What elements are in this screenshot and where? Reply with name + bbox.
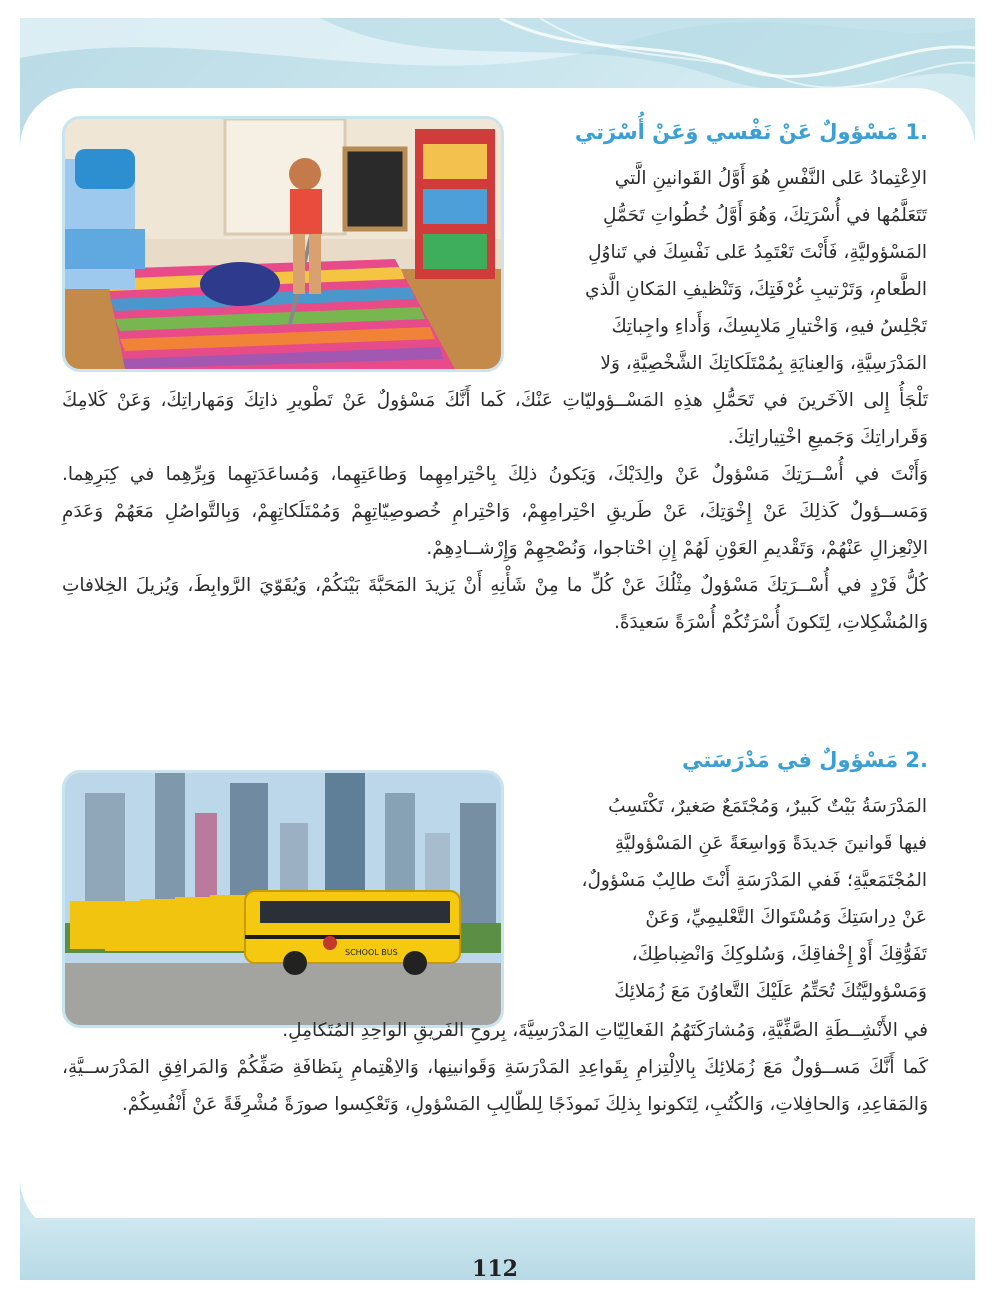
section-1-intro xyxy=(515,160,927,382)
text-line: المُجْتَمَعيَّةِ؛ فَفي المَدْرَسَةِ أَنْتَ طالِبٌ مَسْؤولٌ، xyxy=(581,870,927,891)
section-2-intro xyxy=(515,788,927,1010)
text-line: فيها قَوانينَ جَديدَةً وَواسِعَةً عَنِ المَسْؤوليَّةِ xyxy=(614,833,927,854)
section-2-number: 2. xyxy=(905,748,928,772)
section-1-body xyxy=(62,382,928,641)
page-number: 112 xyxy=(472,1256,518,1282)
bus-label: SCHOOL BUS xyxy=(345,948,398,957)
text-line: وَمَسْؤوليَّتُكَ تُحَتِّمُ عَلَيْكَ التَّعاوُنَ مَعَ زُمَلائِكَ xyxy=(614,981,927,1002)
boy-vacuuming-photo xyxy=(62,116,504,372)
paragraph: وَأَنْتَ في أُسْــرَتِكَ مَسْؤولٌ عَنْ والِدَيْكَ، وَيَكونُ ذلِكَ بِاحْتِرامِهِما وَطاعَتِهِما، وَمُساعَدَتِهِما وَبِرِّهِما في كِبَرِهِما. وَمَســؤولٌ كَذلِكَ عَنْ إِخْوَتِكَ، عَنْ طَريقِ احْتِرامِهِمْ، وَاحْتِرامِ خُصوصِيّاتِهِمْ وَمُمْتَلَكاتِهِمْ، وَبِالتَّواصُلِ مَعَهُمْ وَعَدَمِ الاِنْعِزالِ عَنْهُمْ، وَتَقْديمِ العَوْنِ لَهُمْ إِنِ احْتاجوا، وَنُصْحِهِمْ وَإِرْشــادِهِمْ. xyxy=(62,464,928,559)
paragraph: تَلْجَأُ إِلى الآخَرينَ في تَحَمُّلِ هذِهِ المَسْــؤوليّاتِ عَنْكَ، كَما أَنَّكَ مَسْؤولٌ عَنْ تَطْويرِ ذاتِكَ وَمَهاراتِكَ، وَعَنْ كَلامِكَ وَقَراراتِكَ وَجَميعِ اخْتِياراتِكَ. xyxy=(62,390,928,448)
section-2-title xyxy=(520,748,928,772)
text-line: تَفَوُّقِكَ أَوْ إِخْفاقِكَ، وَسُلوكِكَ وَانْضِباطِكَ، xyxy=(631,944,927,965)
text-line: عَنْ دِراسَتِكَ وَمُسْتَواكَ التَّعْليمِيِّ، وَعَنْ xyxy=(645,907,927,928)
text-line: المَسْؤوليَّةِ، فَأَنْتَ تَعْتَمِدُ عَلى نَفْسِكَ في تَناوُلِ xyxy=(588,242,927,263)
text-line: الاِعْتِمادُ عَلى النَّفْسِ هُوَ أَوَّلُ القَوانينِ الَّتي xyxy=(614,168,927,189)
paragraph: كَما أَنَّكَ مَســؤولٌ مَعَ زُمَلائِكَ بِالاِلْتِزامِ بِقَواعِدِ المَدْرَسَةِ وَقَوانينِها، وَالاِهْتِمامِ بِنَظافَةِ صَفِّكُمْ وَالمَرافِقِ المَدْرَســيَّةِ، وَالمَقاعِدِ، وَالحافِلاتِ، وَالكُتُبِ، لِتَكونوا بِذلِكَ نَموذَجًا لِلطّالِبِ المَسْؤولِ، وَتَعْكِسوا صورَةً مُشْرِقَةً عَنْ أَنْفُسِكُمْ. xyxy=(62,1057,928,1115)
paragraph: كُلُّ فَرْدٍ في أُسْــرَتِكَ مَسْؤولٌ مِثْلُكَ عَنْ كُلِّ ما مِنْ شَأْنِهِ أَنْ يَزيدَ المَحَبَّةَ بَيْنَكُمْ، وَيُقَوّيَ الرَّوابِطَ، وَيُزيلَ الخِلافاتِ وَالمُشْكِلاتِ، لِتَكونَ أُسْرَتُكُمْ أُسْرَةً سَعيدَةً. xyxy=(62,575,928,633)
section-2-title-text: مَسْؤولٌ في مَدْرَسَتي xyxy=(681,748,899,772)
school-buses-photo xyxy=(62,770,504,1028)
section-1-title xyxy=(520,120,928,144)
text-line: المَدْرَسِيَّةِ، وَالعِنايَةِ بِمُمْتَلَكاتِكَ الشَّخْصِيَّةِ، وَلا xyxy=(600,353,927,374)
text-line: الطَّعامِ، وَتَرْتيبِ غُرْفَتِكَ، وَتَنْظيفِ المَكانِ الَّذي xyxy=(585,279,927,300)
paragraph: في الأَنْشِــطَةِ الصَّفِّيَّةِ، وَمُشارَكَتَهُمُ الفَعالِيّاتِ المَدْرَسِيَّةَ، بِروحِ الفَريقِ الواحِدِ المُتَكامِلِ. xyxy=(282,1020,928,1041)
text-line: تَجْلِسُ فيهِ، وَاخْتيارِ مَلابِسِكَ، وَأَداءِ واجِباتِكَ xyxy=(611,316,927,337)
section-1-number: 1. xyxy=(905,120,928,144)
text-line: المَدْرَسَةُ بَيْتٌ كَبيرٌ، وَمُجْتَمَعٌ صَغيرٌ، تَكْتَسِبُ xyxy=(608,796,927,817)
section-2-body xyxy=(62,1012,928,1123)
section-1-title-text: مَسْؤولٌ عَنْ نَفْسي وَعَنْ أُسْرَتي xyxy=(574,120,899,144)
text-line: تَتَعَلَّمُها في أُسْرَتِكَ، وَهُوَ أَوَّلُ خُطُواتِ تَحَمُّلِ xyxy=(602,205,927,226)
